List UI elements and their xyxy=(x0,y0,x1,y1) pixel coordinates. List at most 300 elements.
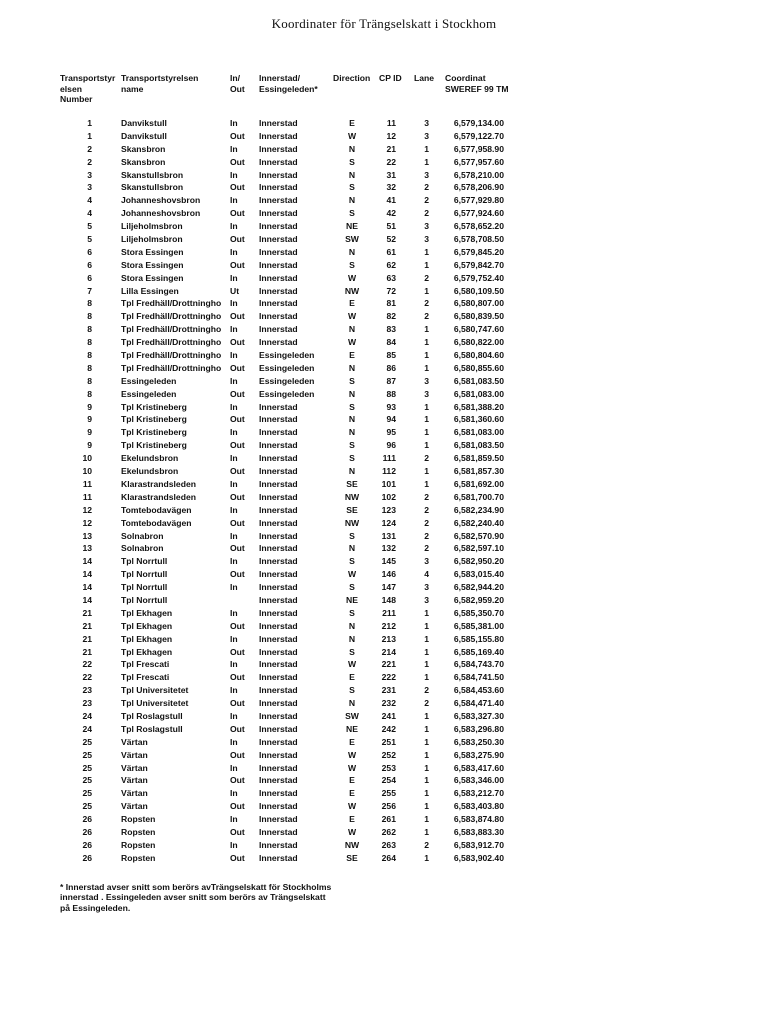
cell-coordinate: 6,583,296.80 xyxy=(453,723,504,734)
table-row xyxy=(0,710,768,723)
table-row xyxy=(0,581,768,594)
cell-cp-id: 124 xyxy=(381,517,396,528)
cell-name: Stora Essingen xyxy=(121,259,184,270)
cell-cp-id: 231 xyxy=(381,685,396,696)
cell-number: 14 xyxy=(82,569,92,580)
cell-lane: 1 xyxy=(424,466,429,477)
cell-lane: 1 xyxy=(424,620,429,631)
cell-in-out: In xyxy=(230,246,238,257)
cell-name: Tpl Fredhäll/Drottningho xyxy=(121,311,222,322)
cell-name: Stora Essingen xyxy=(121,272,184,283)
cell-name: Tpl Fredhäll/Drottningho xyxy=(121,350,222,361)
table-row xyxy=(0,362,768,375)
cell-area: Innerstad xyxy=(259,569,298,580)
cell-name: Tpl Roslagstull xyxy=(121,723,183,734)
cell-in-out: Out xyxy=(230,414,245,425)
cell-area: Innerstad xyxy=(259,414,298,425)
cell-direction: W xyxy=(347,762,357,773)
cell-in-out: Out xyxy=(230,259,245,270)
table-row xyxy=(0,181,768,194)
cell-direction: E xyxy=(349,736,355,747)
cell-in-out: In xyxy=(230,530,238,541)
table-row xyxy=(0,220,768,233)
cell-area: Innerstad xyxy=(259,298,298,309)
cell-direction: S xyxy=(349,556,355,567)
cell-number: 13 xyxy=(82,530,92,541)
cell-coordinate: 6,581,857.30 xyxy=(453,466,504,477)
cell-name: Tpl Norrtull xyxy=(121,569,168,580)
table-row xyxy=(0,594,768,607)
table-row xyxy=(0,169,768,182)
cell-area: Innerstad xyxy=(259,826,298,837)
cell-cp-id: 211 xyxy=(382,607,396,618)
cell-in-out: In xyxy=(230,401,238,412)
table-row xyxy=(0,323,768,336)
cell-name: Solnabron xyxy=(121,543,164,554)
cell-in-out: Out xyxy=(230,156,245,167)
cell-number: 7 xyxy=(87,285,92,296)
cell-coordinate: 6,584,453.60 xyxy=(453,685,504,696)
table-row xyxy=(0,736,768,749)
cell-coordinate: 6,580,807.00 xyxy=(453,298,504,309)
cell-cp-id: 94 xyxy=(386,414,396,425)
table-row xyxy=(0,401,768,414)
table-row xyxy=(0,839,768,852)
cell-direction: E xyxy=(349,350,355,361)
cell-direction: N xyxy=(348,633,356,644)
cell-name: Tpl Norrtull xyxy=(121,582,168,593)
table-row xyxy=(0,272,768,285)
cell-cp-id: 83 xyxy=(386,324,396,335)
cell-direction: W xyxy=(347,337,357,348)
cell-cp-id: 251 xyxy=(381,736,396,747)
cell-area: Innerstad xyxy=(259,775,298,786)
cell-in-out: In xyxy=(230,478,238,489)
cell-name: Skansbron xyxy=(121,143,166,154)
cell-coordinate: 6,582,570.90 xyxy=(453,530,504,541)
cell-coordinate: 6,583,346.00 xyxy=(453,775,504,786)
cell-number: 25 xyxy=(82,762,92,773)
table-row xyxy=(0,413,768,426)
cell-coordinate: 6,580,855.60 xyxy=(453,362,504,373)
cell-name: Liljeholmsbron xyxy=(121,234,183,245)
cell-in-out: In xyxy=(230,427,238,438)
cell-lane: 4 xyxy=(424,569,429,580)
cell-number: 3 xyxy=(87,169,92,180)
table-row xyxy=(0,285,768,298)
cell-lane: 1 xyxy=(424,736,429,747)
cell-area: Innerstad xyxy=(259,685,298,696)
cell-lane: 3 xyxy=(424,234,429,245)
cell-number: 13 xyxy=(82,543,92,554)
cell-cp-id: 12 xyxy=(386,130,396,141)
cell-area: Essingeleden xyxy=(259,388,315,399)
cell-in-out: In xyxy=(230,504,238,515)
cell-in-out: In xyxy=(230,839,238,850)
cell-number: 25 xyxy=(82,736,92,747)
cell-cp-id: 132 xyxy=(381,543,396,554)
table-row xyxy=(0,246,768,259)
cell-cp-id: 263 xyxy=(381,839,396,850)
cell-lane: 1 xyxy=(424,788,429,799)
cell-in-out: Out xyxy=(230,775,245,786)
data-table xyxy=(0,117,768,865)
cell-lane: 2 xyxy=(424,272,429,283)
cell-number: 4 xyxy=(87,195,92,206)
cell-cp-id: 85 xyxy=(386,350,396,361)
cell-coordinate: 6,578,206.90 xyxy=(453,182,504,193)
cell-area: Innerstad xyxy=(259,852,298,863)
cell-number: 8 xyxy=(87,362,92,373)
cell-number: 2 xyxy=(87,143,92,154)
cell-in-out: In xyxy=(230,375,238,386)
cell-lane: 1 xyxy=(424,826,429,837)
cell-lane: 3 xyxy=(424,130,429,141)
cell-name: Värtan xyxy=(121,788,148,799)
cell-coordinate: 6,579,845.20 xyxy=(453,246,504,257)
cell-area: Innerstad xyxy=(259,556,298,567)
cell-number: 24 xyxy=(82,723,92,734)
cell-cp-id: 111 xyxy=(382,453,396,464)
cell-coordinate: 6,582,944.20 xyxy=(453,582,504,593)
cell-name: Ekelundsbron xyxy=(121,466,179,477)
cell-name: Solnabron xyxy=(121,530,164,541)
cell-number: 12 xyxy=(82,517,92,528)
table-row xyxy=(0,233,768,246)
cell-number: 26 xyxy=(82,839,92,850)
table-row xyxy=(0,452,768,465)
cell-coordinate: 6,581,700.70 xyxy=(453,491,504,502)
cell-area: Innerstad xyxy=(259,710,298,721)
cell-coordinate: 6,583,912.70 xyxy=(453,839,504,850)
cell-lane: 2 xyxy=(424,517,429,528)
cell-in-out: Out xyxy=(230,130,245,141)
cell-number: 21 xyxy=(82,646,92,657)
cell-direction: E xyxy=(349,118,355,128)
table-row xyxy=(0,375,768,388)
cell-name: Danvikstull xyxy=(121,118,167,128)
cell-name: Tpl Kristineberg xyxy=(121,440,187,451)
cell-direction: N xyxy=(348,246,356,257)
cell-cp-id: 11 xyxy=(386,118,396,128)
cell-number: 9 xyxy=(87,414,92,425)
cell-area: Innerstad xyxy=(259,234,298,245)
cell-in-out: Out xyxy=(230,698,245,709)
cell-coordinate: 6,580,822.00 xyxy=(453,337,504,348)
cell-lane: 3 xyxy=(424,169,429,180)
cell-direction: S xyxy=(349,182,355,193)
cell-area: Innerstad xyxy=(259,143,298,154)
cell-cp-id: 255 xyxy=(381,788,396,799)
cell-area: Innerstad xyxy=(259,582,298,593)
table-row xyxy=(0,697,768,710)
cell-lane: 1 xyxy=(424,672,429,683)
cell-lane: 1 xyxy=(424,337,429,348)
cell-area: Essingeleden xyxy=(259,362,315,373)
cell-in-out: Out xyxy=(230,208,245,219)
table-row xyxy=(0,517,768,530)
cell-name: Ropsten xyxy=(121,814,156,825)
table-row xyxy=(0,762,768,775)
cell-cp-id: 213 xyxy=(381,633,396,644)
cell-area: Innerstad xyxy=(259,401,298,412)
cell-lane: 1 xyxy=(424,659,429,670)
cell-number: 26 xyxy=(82,826,92,837)
cell-name: Essingeleden xyxy=(121,388,177,399)
cell-in-out: Out xyxy=(230,749,245,760)
cell-area: Innerstad xyxy=(259,543,298,554)
cell-direction: E xyxy=(349,788,355,799)
cell-coordinate: 6,578,652.20 xyxy=(453,221,504,232)
cell-number: 21 xyxy=(82,633,92,644)
cell-cp-id: 145 xyxy=(381,556,396,567)
cell-cp-id: 22 xyxy=(386,156,396,167)
cell-name: Tpl Kristineberg xyxy=(121,401,187,412)
cell-number: 10 xyxy=(82,453,92,464)
cell-cp-id: 123 xyxy=(381,504,396,515)
table-row xyxy=(0,388,768,401)
cell-cp-id: 32 xyxy=(386,182,396,193)
cell-number: 1 xyxy=(87,118,92,128)
cell-number: 10 xyxy=(82,466,92,477)
cell-cp-id: 241 xyxy=(381,710,396,721)
table-row xyxy=(0,658,768,671)
cell-area: Innerstad xyxy=(259,801,298,812)
cell-number: 21 xyxy=(82,607,92,618)
cell-direction: E xyxy=(349,298,355,309)
cell-area: Innerstad xyxy=(259,814,298,825)
cell-name: Essingeleden xyxy=(121,375,177,386)
table-row xyxy=(0,336,768,349)
table-row xyxy=(0,194,768,207)
cell-number: 6 xyxy=(87,272,92,283)
cell-coordinate: 6,585,350.70 xyxy=(453,607,504,618)
header-in-out: In/ Out xyxy=(230,73,245,94)
cell-area: Innerstad xyxy=(259,620,298,631)
cell-coordinate: 6,581,859.50 xyxy=(453,453,504,464)
cell-name: Värtan xyxy=(121,762,148,773)
cell-lane: 1 xyxy=(424,427,429,438)
cell-in-out: In xyxy=(230,814,238,825)
cell-number: 6 xyxy=(87,246,92,257)
cell-name: Tpl Ekhagen xyxy=(121,633,173,644)
cell-name: Tpl Ekhagen xyxy=(121,620,173,631)
cell-lane: 1 xyxy=(424,156,429,167)
cell-area: Innerstad xyxy=(259,698,298,709)
cell-direction: W xyxy=(347,130,357,141)
cell-cp-id: 252 xyxy=(381,749,396,760)
cell-name: Tpl Roslagstull xyxy=(121,710,183,721)
cell-area: Innerstad xyxy=(259,659,298,670)
cell-lane: 2 xyxy=(424,543,429,554)
table-row xyxy=(0,671,768,684)
cell-coordinate: 6,577,958.90 xyxy=(453,143,504,154)
cell-cp-id: 21 xyxy=(386,143,396,154)
cell-direction: S xyxy=(349,440,355,451)
cell-lane: 2 xyxy=(424,504,429,515)
cell-number: 25 xyxy=(82,801,92,812)
cell-number: 24 xyxy=(82,710,92,721)
cell-area: Innerstad xyxy=(259,762,298,773)
table-row xyxy=(0,774,768,787)
cell-in-out: In xyxy=(230,298,238,309)
cell-cp-id: 41 xyxy=(386,195,396,206)
cell-coordinate: 6,578,708.50 xyxy=(453,234,504,245)
cell-name: Ekelundsbron xyxy=(121,453,179,464)
cell-cp-id: 61 xyxy=(386,246,396,257)
cell-coordinate: 6,581,083.50 xyxy=(453,375,504,386)
cell-area: Innerstad xyxy=(259,594,298,605)
table-row xyxy=(0,568,768,581)
cell-number: 4 xyxy=(87,208,92,219)
table-row xyxy=(0,607,768,620)
cell-coordinate: 6,585,381.00 xyxy=(453,620,504,631)
cell-name: Skanstullsbron xyxy=(121,169,184,180)
cell-area: Innerstad xyxy=(259,839,298,850)
cell-in-out: Ut xyxy=(230,285,240,296)
cell-in-out: Out xyxy=(230,569,245,580)
cell-number: 8 xyxy=(87,350,92,361)
cell-direction: N xyxy=(348,466,356,477)
cell-direction: N xyxy=(348,543,356,554)
cell-cp-id: 131 xyxy=(381,530,396,541)
cell-number: 8 xyxy=(87,337,92,348)
cell-name: Liljeholmsbron xyxy=(121,221,183,232)
cell-direction: N xyxy=(348,620,356,631)
cell-number: 9 xyxy=(87,401,92,412)
cell-cp-id: 264 xyxy=(381,852,396,863)
cell-in-out: In xyxy=(230,736,238,747)
cell-coordinate: 6,581,083.00 xyxy=(453,427,504,438)
cell-coordinate: 6,583,874.80 xyxy=(453,814,504,825)
cell-cp-id: 112 xyxy=(382,466,396,477)
table-row xyxy=(0,259,768,272)
cell-area: Innerstad xyxy=(259,272,298,283)
cell-coordinate: 6,577,924.60 xyxy=(453,208,504,219)
table-row xyxy=(0,349,768,362)
cell-direction: S xyxy=(349,259,355,270)
cell-direction: N xyxy=(348,143,356,154)
cell-cp-id: 101 xyxy=(381,478,396,489)
table-row xyxy=(0,426,768,439)
cell-area: Innerstad xyxy=(259,259,298,270)
cell-in-out: In xyxy=(230,633,238,644)
cell-coordinate: 6,585,169.40 xyxy=(453,646,504,657)
cell-coordinate: 6,583,417.60 xyxy=(453,762,504,773)
cell-number: 22 xyxy=(82,672,92,683)
cell-coordinate: 6,583,250.30 xyxy=(453,736,504,747)
cell-in-out: Out xyxy=(230,723,245,734)
cell-number: 8 xyxy=(87,388,92,399)
cell-number: 25 xyxy=(82,788,92,799)
footnote-line: på Essingeleden. xyxy=(60,902,131,913)
cell-name: Danvikstull xyxy=(121,130,167,141)
cell-number: 14 xyxy=(82,556,92,567)
cell-area: Innerstad xyxy=(259,646,298,657)
cell-area: Innerstad xyxy=(259,723,298,734)
cell-lane: 1 xyxy=(424,143,429,154)
cell-direction: SW xyxy=(345,234,359,245)
table-row xyxy=(0,800,768,813)
cell-in-out: In xyxy=(230,453,238,464)
cell-in-out: In xyxy=(230,143,238,154)
cell-cp-id: 81 xyxy=(386,298,396,309)
cell-lane: 1 xyxy=(424,259,429,270)
cell-number: 21 xyxy=(82,620,92,631)
cell-area: Innerstad xyxy=(259,130,298,141)
header-area: Innerstad/ Essingeleden* xyxy=(259,73,318,94)
table-row xyxy=(0,530,768,543)
table-row xyxy=(0,620,768,633)
cell-lane: 2 xyxy=(424,530,429,541)
cell-number: 1 xyxy=(87,130,92,141)
cell-name: Tpl Kristineberg xyxy=(121,427,187,438)
cell-lane: 2 xyxy=(424,311,429,322)
cell-coordinate: 6,581,692.00 xyxy=(453,478,504,489)
cell-direction: S xyxy=(349,453,355,464)
cell-direction: N xyxy=(348,195,356,206)
cell-coordinate: 6,577,957.60 xyxy=(453,156,504,167)
cell-direction: N xyxy=(348,698,356,709)
cell-cp-id: 256 xyxy=(381,801,396,812)
cell-name: Tomtebodavägen xyxy=(121,517,192,528)
cell-lane: 1 xyxy=(424,414,429,425)
cell-cp-id: 52 xyxy=(386,234,396,245)
cell-cp-id: 31 xyxy=(386,169,396,180)
table-row xyxy=(0,310,768,323)
cell-number: 9 xyxy=(87,440,92,451)
cell-name: Tpl Frescati xyxy=(121,672,170,683)
cell-area: Innerstad xyxy=(259,633,298,644)
cell-direction: W xyxy=(347,826,357,837)
cell-name: Tpl Fredhäll/Drottningho xyxy=(121,298,222,309)
cell-number: 8 xyxy=(87,324,92,335)
cell-direction: N xyxy=(348,427,356,438)
cell-direction: S xyxy=(349,582,355,593)
cell-area: Innerstad xyxy=(259,440,298,451)
cell-direction: W xyxy=(347,749,357,760)
cell-name: Tpl Universitetet xyxy=(121,698,189,709)
cell-lane: 1 xyxy=(424,350,429,361)
table-row xyxy=(0,478,768,491)
cell-area: Innerstad xyxy=(259,530,298,541)
cell-name: Tpl Fredhäll/Drottningho xyxy=(121,362,222,373)
cell-coordinate: 6,583,883.30 xyxy=(453,826,504,837)
cell-lane: 2 xyxy=(424,685,429,696)
cell-name: Tpl Universitetet xyxy=(121,685,189,696)
cell-cp-id: 262 xyxy=(381,826,396,837)
cell-number: 3 xyxy=(87,182,92,193)
cell-number: 23 xyxy=(82,685,92,696)
table-row xyxy=(0,633,768,646)
cell-area: Innerstad xyxy=(259,466,298,477)
cell-number: 9 xyxy=(87,427,92,438)
cell-number: 6 xyxy=(87,259,92,270)
cell-cp-id: 232 xyxy=(381,698,396,709)
cell-coordinate: 6,582,234.90 xyxy=(453,504,504,515)
table-row xyxy=(0,439,768,452)
cell-lane: 1 xyxy=(424,852,429,863)
cell-area: Innerstad xyxy=(259,195,298,206)
cell-direction: NW xyxy=(344,491,360,502)
cell-cp-id: 148 xyxy=(381,594,396,605)
cell-direction: W xyxy=(347,569,357,580)
cell-lane: 1 xyxy=(424,814,429,825)
cell-lane: 1 xyxy=(424,607,429,618)
cell-coordinate: 6,577,929.80 xyxy=(453,195,504,206)
cell-direction: N xyxy=(348,169,356,180)
cell-number: 11 xyxy=(82,491,92,502)
